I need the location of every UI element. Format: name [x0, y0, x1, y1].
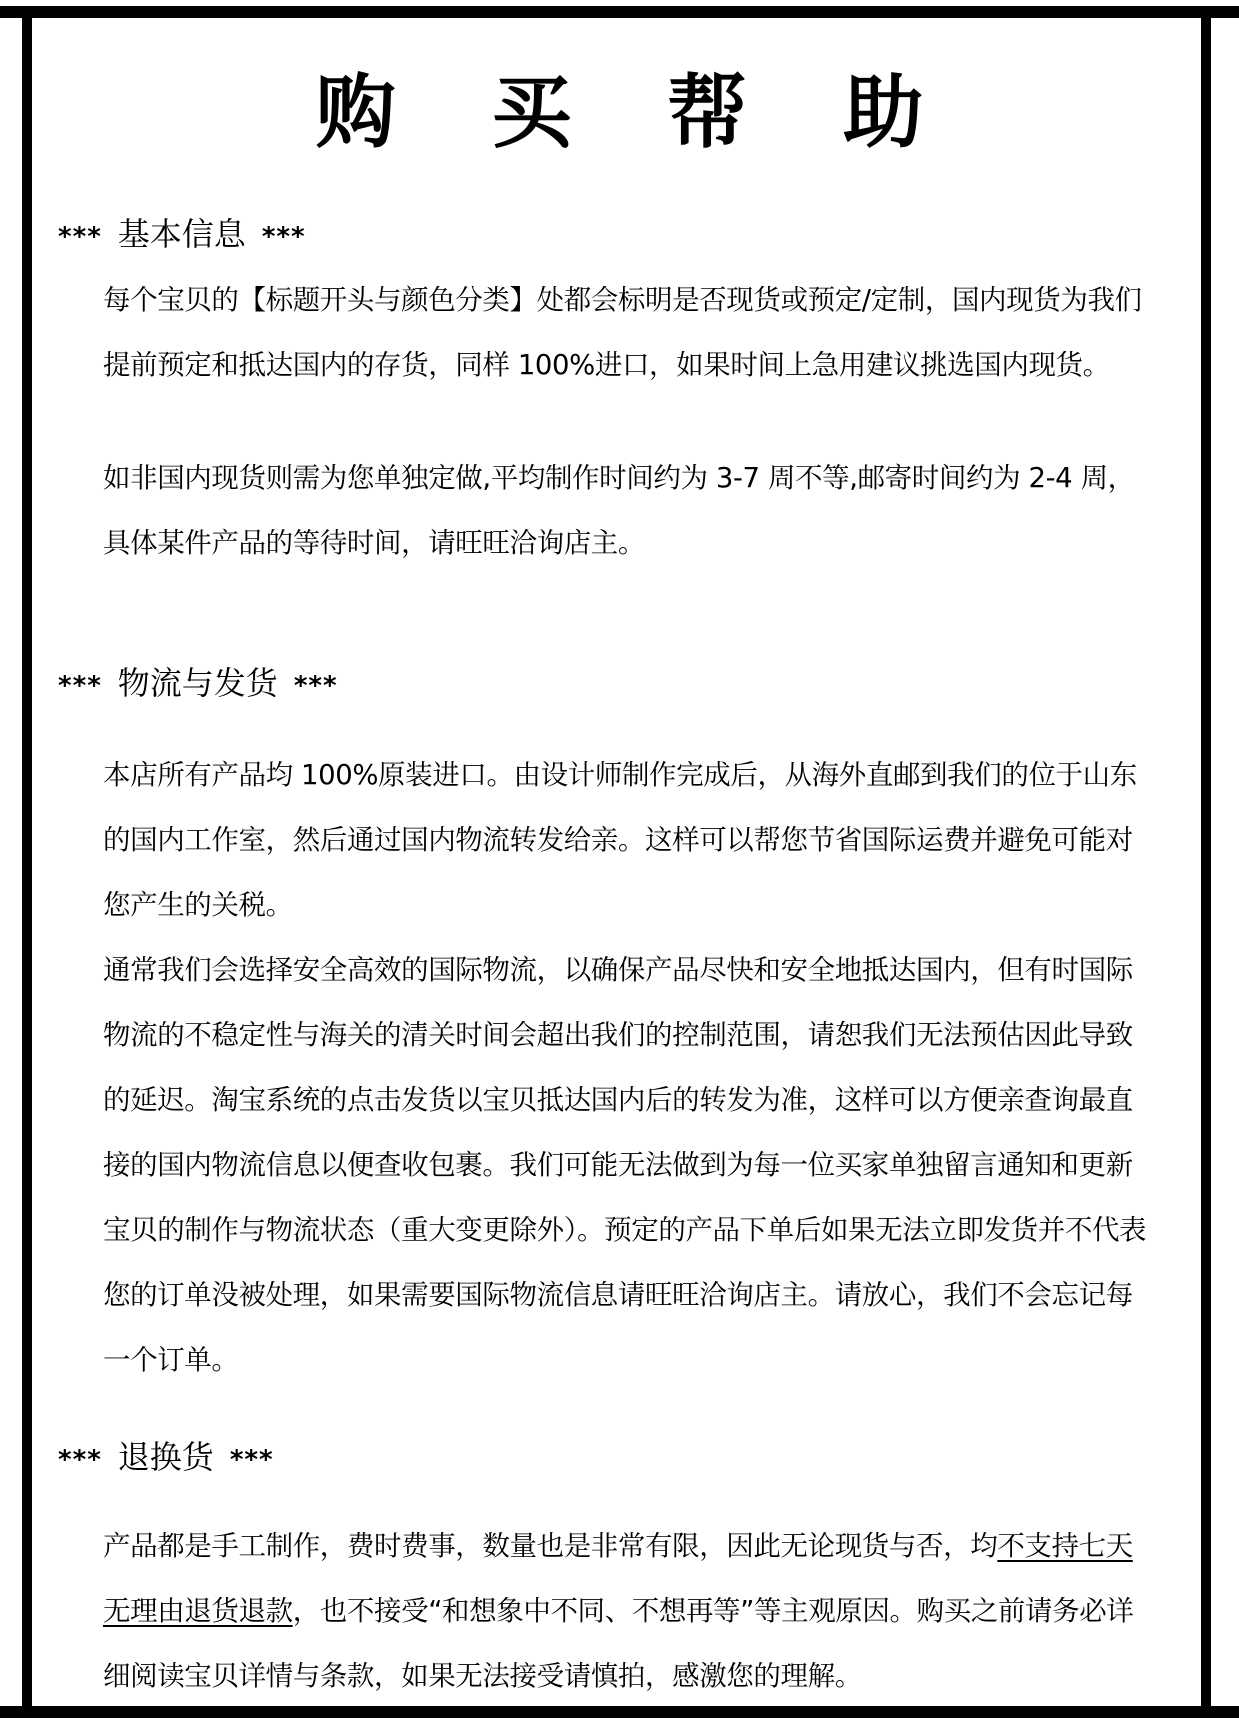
stars-close: ***	[293, 671, 338, 701]
paragraph: 本店所有产品均 100%原装进口。由设计师制作完成后，从海外直邮到我们的位于山东的国内工作室，然后通过国内物流转发给亲。这样可以帮您节省国际运费并避免可能对您产生的关税。	[103, 759, 1137, 921]
section-heading-text: 物流与发货	[117, 664, 278, 702]
frame-left-border	[22, 6, 32, 1718]
paragraph: 如非国内现货则需为您单独定做,平均制作时间约为 3-7 周不等,邮寄时间约为 2-4 周，具体某件产品的等待时间，请旺旺洽询店主。	[103, 462, 1135, 559]
section-heading-shipping	[58, 663, 1178, 706]
section-heading-text: 退换货	[117, 1438, 214, 1476]
stars-close: ***	[261, 222, 306, 252]
section-heading-basic-info	[58, 214, 1178, 257]
section-heading-returns	[58, 1437, 1178, 1480]
page-title: 购 买 帮 助	[315, 66, 958, 159]
stars-open: ***	[58, 671, 102, 701]
paragraph-text: ，也不接受“和想象中不同、不想再等”等主观原因。购买之前请务必详细阅读宝贝详情与条款，如果无法接受请慎拍，感激您的理解。	[103, 1595, 1134, 1692]
paragraph-text: 产品都是手工制作，费时费事，数量也是非常有限，因此无论现货与否，均	[103, 1530, 998, 1562]
stars-close: ***	[229, 1445, 274, 1475]
stars-open: ***	[58, 1445, 102, 1475]
frame-right-border	[1201, 6, 1211, 1718]
no-return-policy-text: 不支持七天无理由退货退款	[103, 1530, 1133, 1627]
paragraph: 每个宝贝的【标题开头与颜色分类】处都会标明是否现货或预定/定制，国内现货为我们提前预定和抵达国内的存货，同样 100%进口，如果时间上急用建议挑选国内现货。	[103, 284, 1142, 381]
section-heading-text: 基本信息	[117, 215, 246, 253]
stars-open: ***	[58, 222, 102, 252]
paragraph: 通常我们会选择安全高效的国际物流，以确保产品尽快和安全地抵达国内，但有时国际物流的不稳定性与海关的清关时间会超出我们的控制范围，请恕我们无法预估因此导致的延迟。淘宝系统的点击发货以宝贝抵达国内后的转发为准，这样可以方便亲查询最直接的国内物流信息以便查收包裹。我们可能无法做到为每一位买家单独留言通知和更新宝贝的制作与物流状态（重大变更除外）。预定的产品下单后如果无法立即发货并不代表您的订单没被处理，如果需要国际物流信息请旺旺洽询店主。请放心，我们不会忘记每一个订单。	[103, 954, 1147, 1376]
paragraph-returns-policy	[103, 1514, 1153, 1709]
frame-top-border	[0, 6, 1239, 18]
